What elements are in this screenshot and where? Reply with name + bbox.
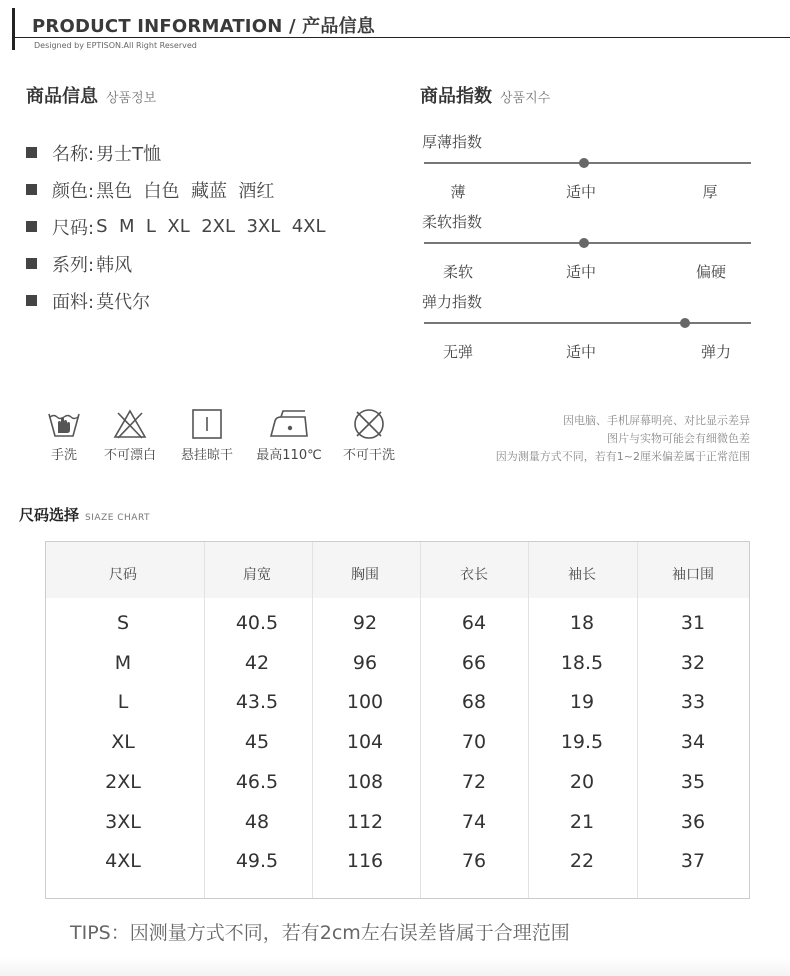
info-item-color	[26, 171, 326, 208]
table-cell: 100	[346, 691, 384, 714]
care-label: 手洗	[50, 448, 77, 463]
table-cell: 66	[461, 651, 487, 674]
bullet-square-icon	[26, 147, 37, 158]
table-cell: 42	[244, 651, 270, 674]
scale-track	[424, 322, 751, 324]
care-hang-dry	[167, 408, 247, 463]
table-cell: 20	[569, 770, 595, 793]
table-cell: 33	[680, 691, 706, 714]
table-cell: 19.5	[560, 731, 604, 754]
info-item-name	[26, 134, 326, 171]
size-chart-title	[19, 504, 150, 525]
product-index-title-text: 商品指数	[420, 86, 492, 107]
bullet-square-icon	[26, 295, 37, 306]
table-cell: 96	[352, 651, 378, 674]
scale-title: 柔软指数	[422, 213, 483, 231]
table-cell: 19	[569, 691, 595, 714]
disclaimer-line: 因电脑、手机屏幕明亮、对比显示差异	[563, 414, 750, 427]
table-cell: 70	[461, 731, 487, 754]
table-cell: 45	[244, 731, 270, 754]
care-iron	[249, 408, 329, 463]
table-size-cell: XL	[111, 731, 135, 754]
table-cell: 116	[346, 850, 384, 873]
iron-icon	[267, 408, 311, 440]
table-cell: 21	[569, 810, 595, 833]
table-cell: 104	[346, 731, 384, 754]
bullet-square-icon	[26, 184, 37, 195]
table-header-cell: 衣长	[460, 567, 488, 583]
table-header-band	[46, 542, 749, 598]
column-divider	[528, 542, 529, 898]
product-info-title-en: 상품정보	[106, 91, 157, 106]
table-size-cell: M	[114, 651, 132, 674]
scale-label-low: 无弹	[442, 343, 474, 361]
color-disclaimer	[496, 412, 750, 466]
bullet-square-icon	[26, 221, 37, 232]
table-cell: 40.5	[235, 612, 279, 634]
info-item-size	[26, 208, 326, 245]
scale-label-high: 弹力	[700, 343, 732, 361]
table-cell: 34	[680, 731, 706, 754]
table-cell: 72	[461, 770, 487, 793]
care-no-bleach	[90, 408, 170, 463]
table-cell: 112	[346, 810, 384, 833]
scale-label-mid: 适中	[565, 183, 597, 201]
no-bleach-icon	[112, 408, 148, 440]
header-subtitle: Designed by EPTISON.All Right Reserved	[34, 41, 197, 50]
table-size-cell: 3XL	[105, 810, 141, 833]
product-info-title-text: 商品信息	[26, 86, 98, 107]
disclaimer-line: 因为测量方式不同，若有1~2厘米偏差属于正常范围	[495, 450, 750, 463]
table-cell: 36	[680, 810, 706, 833]
scale-label-mid: 适中	[565, 263, 597, 281]
info-item-series	[26, 245, 326, 282]
info-value: S M L XL 2XL 3XL 4XL	[96, 216, 326, 237]
table-size-cell: S	[116, 612, 130, 634]
size-chart-title-en: SIAZE CHART	[85, 513, 151, 523]
table-cell: 18.5	[560, 651, 604, 674]
info-label: 名称:	[52, 143, 95, 165]
column-divider	[420, 542, 421, 898]
table-header-cell: 尺码	[109, 567, 137, 583]
table-cell: 108	[346, 770, 384, 793]
product-info-list	[26, 134, 326, 319]
size-chart-table	[45, 541, 750, 899]
table-cell: 46.5	[235, 770, 279, 793]
table-cell: 43.5	[235, 691, 279, 714]
scale-marker	[579, 238, 589, 248]
page-header	[12, 8, 790, 50]
table-cell: 31	[680, 612, 706, 634]
table-cell: 92	[352, 612, 378, 634]
table-cell: 74	[461, 810, 487, 833]
table-size-cell: 4XL	[105, 850, 141, 873]
care-label: 最高110℃	[256, 448, 322, 463]
care-no-dry-clean	[329, 408, 409, 463]
info-value: 黑色 白色 藏蓝 酒红	[96, 180, 275, 202]
size-chart-title-text: 尺码选择	[19, 506, 80, 524]
info-value: 韩风	[96, 254, 133, 276]
info-label: 面料:	[52, 291, 95, 313]
header-title: PRODUCT INFORMATION / 产品信息	[32, 16, 375, 37]
product-index-title-en: 상품지수	[500, 91, 551, 106]
scale-title: 弹力指数	[422, 293, 483, 311]
table-cell: 32	[680, 651, 706, 674]
table-cell: 22	[569, 850, 595, 873]
hand-wash-icon	[46, 408, 82, 440]
table-cell: 76	[461, 850, 487, 873]
column-divider	[637, 542, 638, 898]
table-cell: 18	[569, 612, 595, 634]
table-cell: 49.5	[235, 850, 279, 873]
table-size-cell: 2XL	[105, 770, 141, 793]
header-accent-bar	[12, 8, 15, 50]
column-divider	[204, 542, 205, 898]
bottom-fade	[0, 958, 790, 976]
table-cell: 37	[680, 850, 706, 873]
table-cell: 64	[461, 612, 487, 634]
table-header-cell: 袖长	[568, 567, 596, 583]
disclaimer-line: 图片与实物可能会有细微色差	[607, 432, 750, 445]
info-value: 男士T恤	[96, 143, 162, 165]
care-label: 不可干洗	[342, 448, 395, 463]
care-label: 不可漂白	[103, 448, 156, 463]
info-label: 尺码:	[52, 217, 95, 239]
scale-label-high: 偏硬	[695, 263, 727, 281]
scale-label-low: 柔软	[442, 263, 474, 281]
info-label: 颜色:	[52, 180, 95, 202]
scale-label-high: 厚	[702, 183, 718, 201]
table-header-cell: 肩宽	[243, 567, 271, 583]
product-info-title	[26, 82, 156, 108]
table-cell: 48	[244, 810, 270, 833]
table-cell: 68	[461, 691, 487, 714]
no-dry-clean-icon	[351, 408, 387, 440]
scale-title: 厚薄指数	[422, 133, 483, 151]
product-index-title	[420, 82, 550, 108]
bullet-square-icon	[26, 258, 37, 269]
scale-label-mid: 适中	[565, 343, 597, 361]
table-cell: 35	[680, 770, 706, 793]
scale-label-low: 薄	[450, 183, 466, 201]
care-label: 悬挂晾干	[180, 448, 233, 463]
table-size-cell: L	[117, 691, 129, 714]
tips-text: TIPS：因测量方式不同，若有2cm左右误差皆属于合理范围	[70, 922, 570, 944]
info-value: 莫代尔	[96, 291, 151, 313]
info-label: 系列:	[52, 254, 95, 276]
table-header-cell: 袖口围	[672, 567, 714, 583]
scale-marker	[680, 318, 690, 328]
scale-marker	[579, 158, 589, 168]
hang-dry-icon	[189, 408, 225, 440]
column-divider	[312, 542, 313, 898]
info-item-fabric	[26, 282, 326, 319]
table-header-cell: 胸围	[351, 567, 379, 583]
